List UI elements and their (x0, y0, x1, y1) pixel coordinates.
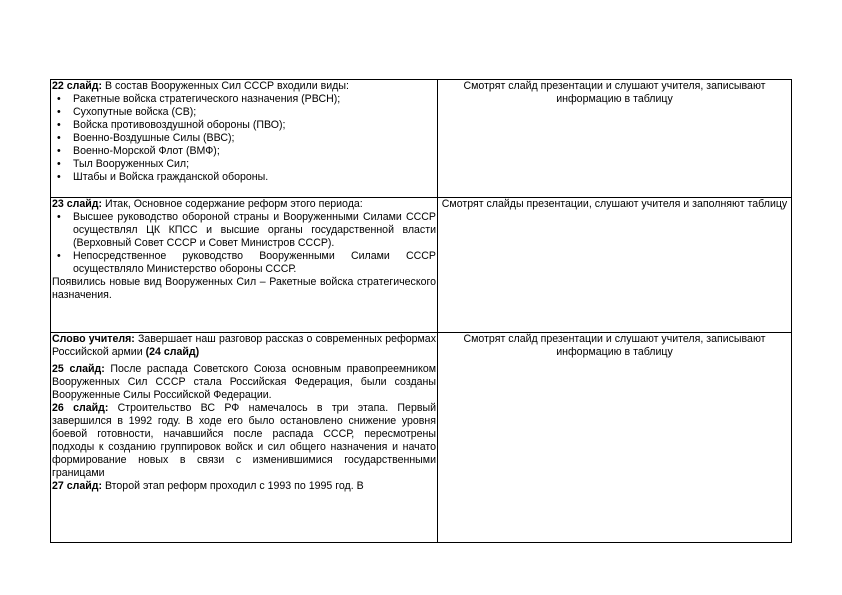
intro-text: Итак, Основное содержание реформ этого периода: (102, 198, 363, 210)
teacher-label: Слово учителя: (52, 333, 135, 345)
slide-26-text: Строительство ВС РФ намечалось в три этапа. Первый завершился в 1992 году. В ходе его было остановлено снижение уровня боевой готовности, начавшийся после распада СССР, пересмотрены подходы к созданию группировок войск и сил общего назначения и начато формирование новых в связи с изменившимися государственными границами (52, 402, 436, 479)
activity-cell: Смотрят слайд презентации и слушают учителя, записывают информацию в таблицу (438, 80, 792, 198)
table-row (51, 333, 792, 543)
list-item: • Непосредственное руководство Вооруженными Силами СССР осуществляло Министерство обороны СССР. (52, 250, 436, 276)
slide-label: 23 слайд: (52, 198, 103, 210)
slide-27-paragraph (52, 480, 436, 493)
slide-label: 22 слайд: (52, 80, 103, 92)
content-cell (51, 198, 438, 333)
content-cell (51, 80, 438, 198)
slide-27-text: Второй этап реформ проходил с 1993 по 1995 год. В (102, 480, 364, 492)
list-item: • Сухопутные войска (СВ); (52, 106, 436, 119)
slide-label: 26 слайд: (52, 402, 109, 414)
cell-text-clip (52, 333, 436, 540)
slide-25-paragraph (52, 363, 436, 402)
list-item: • Ракетные войска стратегического назначения (РВСН); (52, 93, 436, 106)
row-intro (52, 80, 436, 93)
list-item: • Тыл Вооруженных Сил; (52, 158, 436, 171)
teacher-text: Завершает наш разговор рассказ о современных реформах Российской армии (52, 333, 436, 358)
bullet-list (52, 93, 436, 184)
row-intro (52, 198, 436, 211)
slide-label: 25 слайд: (52, 363, 105, 375)
intro-text: В состав Вооруженных Сил СССР входили виды: (102, 80, 349, 92)
lesson-table (50, 79, 792, 543)
table-row (51, 80, 792, 198)
activity-cell: Смотрят слайд презентации и слушают учителя, записывают информацию в таблицу (438, 333, 792, 543)
slide-label: 27 слайд: (52, 480, 103, 492)
row-outro: Появились новые вид Вооруженных Сил – Ракетные войска стратегического назначения. (52, 276, 436, 301)
bullet-list (52, 211, 436, 276)
list-item: • Военно-Воздушные Силы (ВВС); (52, 132, 436, 145)
content-cell (51, 333, 438, 543)
list-item: • Военно-Морской Флот (ВМФ); (52, 145, 436, 158)
teacher-ref: (24 слайд) (145, 346, 200, 358)
list-item: • Штабы и Войска гражданской обороны. (52, 171, 436, 184)
slide-26-paragraph (52, 402, 436, 480)
list-item: • Войска противовоздушной обороны (ПВО); (52, 119, 436, 132)
slide-25-text: После распада Советского Союза основным правопреемником Вооруженных Сил СССР стала Российская Федерация, были созданы Вооруженные Силы Российской Федерации. (52, 363, 436, 401)
teacher-paragraph (52, 333, 436, 359)
list-item: • Высшее руководство обороной страны и Вооруженными Силами СССР осуществлял ЦК КПСС и высшие органы государственной власти (Верховный Совет СССР и Совет Министров СССР). (52, 211, 436, 250)
table-row (51, 198, 792, 333)
activity-cell: Смотрят слайды презентации, слушают учителя и заполняют таблицу (438, 198, 792, 333)
